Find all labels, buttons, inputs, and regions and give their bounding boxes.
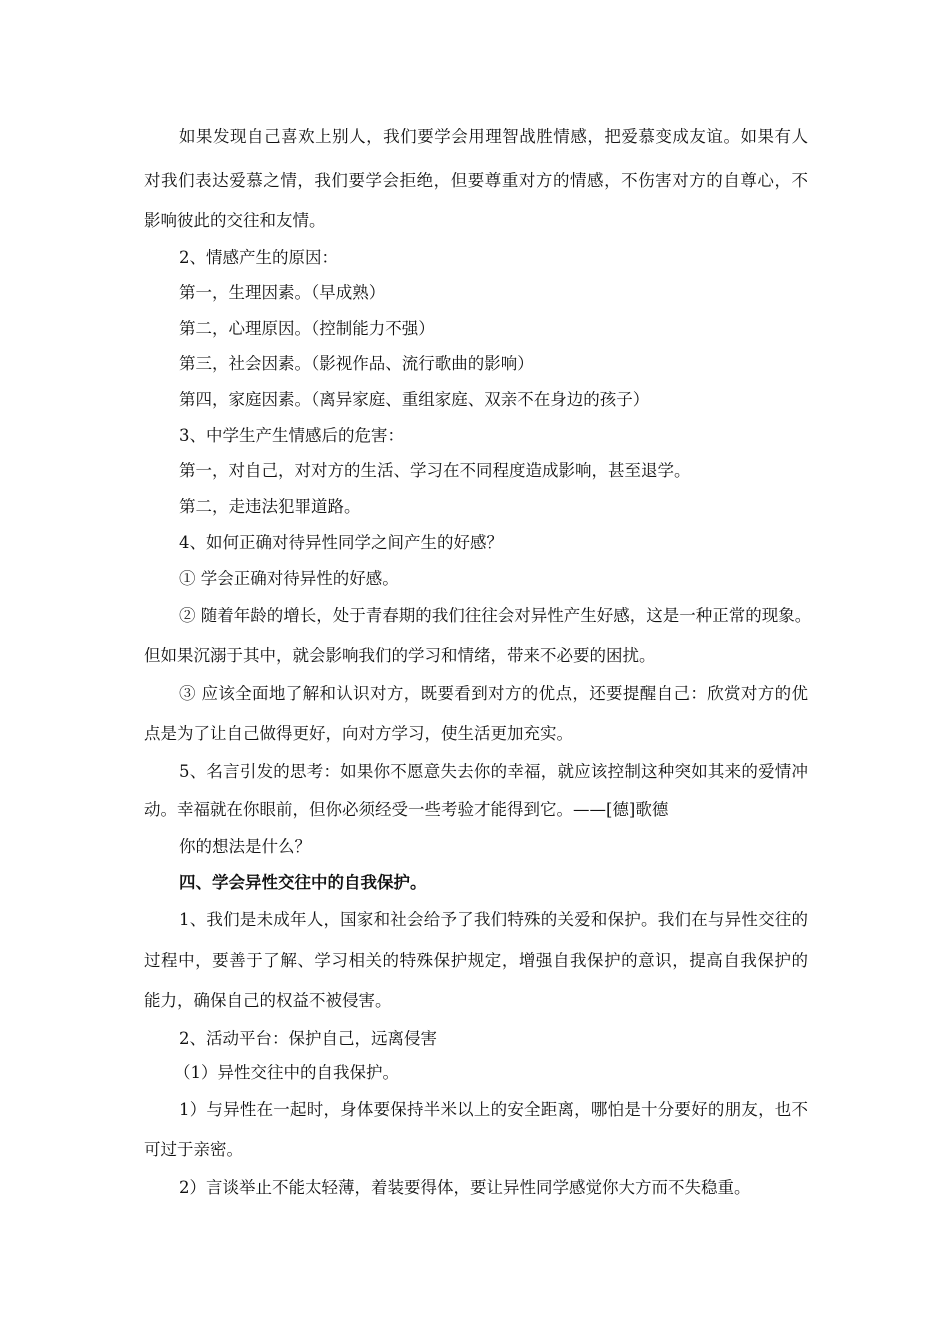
paragraph-line: 如果发现自己喜欢上别人，我们要学会用理智战胜情感，把爱慕变成友谊。如果有人: [179, 127, 808, 146]
sub-heading: （1）异性交往中的自我保护。: [174, 1063, 399, 1082]
paragraph-line: 点是为了让自己做得更好，向对方学习，使生活更加充实。: [144, 724, 573, 743]
paragraph-line: 能力，确保自己的权益不被侵害。: [144, 991, 392, 1010]
list-item: 第二，心理原因。（控制能力不强）: [179, 319, 435, 338]
section-heading: 2、活动平台：保护自己，远离侵害: [179, 1029, 437, 1048]
section-heading: 5、名言引发的思考：如果你不愿意失去你的幸福，就应该控制这种突如其来的爱情冲: [179, 762, 808, 781]
list-item: ③ 应该全面地了解和认识对方，既要看到对方的优点，还要提醒自己：欣赏对方的优: [179, 684, 808, 703]
paragraph-line: 1、我们是未成年人，国家和社会给予了我们特殊的关爱和保护。我们在与异性交往的: [179, 910, 808, 929]
chapter-heading: 四、学会异性交往中的自我保护。: [179, 873, 427, 892]
paragraph-line: 但如果沉溺于其中，就会影响我们的学习和情绪，带来不必要的困扰。: [144, 646, 656, 665]
list-item: 第二，走违法犯罪道路。: [179, 497, 361, 516]
list-item: 1）与异性在一起时，身体要保持半米以上的安全距离，哪怕是十分要好的朋友，也不: [179, 1100, 808, 1119]
section-heading: 2、情感产生的原因：: [179, 248, 338, 267]
paragraph-line: 影响彼此的交往和友情。: [144, 211, 326, 230]
list-item: 第一，生理因素。（早成熟）: [179, 283, 386, 302]
paragraph-line: 动。幸福就在你眼前，但你必须经受一些考验才能得到它。——[德]歌德: [144, 800, 669, 819]
list-item: ① 学会正确对待异性的好感。: [179, 569, 399, 588]
list-item: ② 随着年龄的增长，处于青春期的我们往往会对异性产生好感，这是一种正常的现象。: [179, 606, 812, 625]
section-heading: 3、中学生产生情感后的危害：: [179, 426, 404, 445]
paragraph-line: 对我们表达爱慕之情，我们要学会拒绝，但要尊重对方的情感，不伤害对方的自尊心，不: [144, 171, 808, 190]
paragraph-line: 你的想法是什么？: [179, 837, 311, 856]
list-item: 2）言谈举止不能太轻薄，着装要得体，要让异性同学感觉你大方而不失稳重。: [179, 1178, 751, 1197]
section-heading: 4、如何正确对待异性同学之间产生的好感？: [179, 533, 503, 552]
paragraph-line: 过程中，要善于了解、学习相关的特殊保护规定，增强自我保护的意识，提高自我保护的: [144, 951, 808, 970]
list-item: 第四，家庭因素。（离异家庭、重组家庭、双亲不在身边的孩子）: [179, 390, 650, 409]
list-item: 第一，对自己，对对方的生活、学习在不同程度造成影响，甚至退学。: [179, 461, 691, 480]
paragraph-line: 可过于亲密。: [144, 1140, 243, 1159]
list-item: 第三，社会因素。（影视作品、流行歌曲的影响）: [179, 354, 534, 373]
